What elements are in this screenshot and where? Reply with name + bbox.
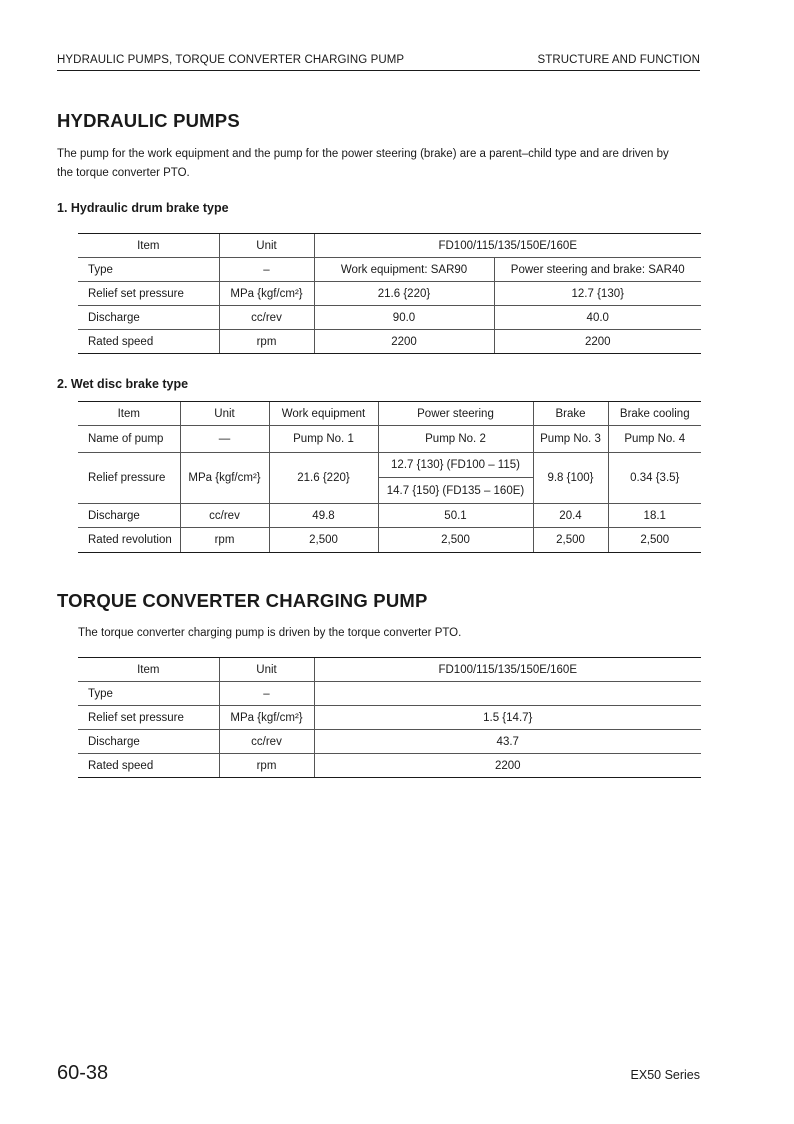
- cell-value: 2200: [494, 330, 701, 354]
- table1-heading: 1. Hydraulic drum brake type: [57, 201, 229, 215]
- table-row: [78, 682, 701, 706]
- cell-unit: cc/rev: [219, 730, 314, 754]
- cell-unit: MPa {kgf/cm²}: [219, 706, 314, 730]
- cell-value: [314, 682, 701, 706]
- header-brake: Brake: [533, 402, 608, 426]
- cell-value: 14.7 {150} (FD135 – 160E): [378, 478, 533, 504]
- cell-value: 2200: [314, 754, 701, 778]
- table-row: [78, 528, 701, 553]
- cell-unit: cc/rev: [180, 504, 269, 528]
- table-row: [78, 330, 701, 354]
- intro-line-2: the torque converter PTO.: [57, 167, 190, 179]
- cell-item: Discharge: [78, 306, 219, 330]
- cell-value: 20.4: [533, 504, 608, 528]
- header-work-equipment: Work equipment: [269, 402, 378, 426]
- table-row: [78, 258, 701, 282]
- header-unit: Unit: [219, 658, 314, 682]
- cell-value: 1.5 {14.7}: [314, 706, 701, 730]
- cell-item: Rated revolution: [78, 528, 180, 553]
- cell-value: 2,500: [269, 528, 378, 553]
- table-row: [78, 426, 701, 453]
- cell-unit: MPa {kgf/cm²}: [180, 453, 269, 504]
- cell-value: 2,500: [378, 528, 533, 553]
- cell-item: Relief set pressure: [78, 706, 219, 730]
- cell-value: 90.0: [314, 306, 494, 330]
- cell-value: Power steering and brake: SAR40: [494, 258, 701, 282]
- cell-value: 18.1: [608, 504, 701, 528]
- cell-item: Type: [78, 258, 219, 282]
- cell-unit: –: [219, 682, 314, 706]
- header-model: FD100/115/135/150E/160E: [314, 234, 701, 258]
- cell-unit: MPa {kgf/cm²}: [219, 282, 314, 306]
- section-title-charging-pump: TORQUE CONVERTER CHARGING PUMP: [57, 590, 428, 611]
- cell-value: 2200: [314, 330, 494, 354]
- table-row: [78, 504, 701, 528]
- cell-value: 9.8 {100}: [533, 453, 608, 504]
- cell-value: Work equipment: SAR90: [314, 258, 494, 282]
- wet-disc-brake-table: [78, 401, 701, 553]
- header-item: Item: [78, 402, 180, 426]
- page-header: [57, 53, 700, 71]
- cell-value: 0.34 {3.5}: [608, 453, 701, 504]
- cell-value: 50.1: [378, 504, 533, 528]
- section-title-hydraulic-pumps: HYDRAULIC PUMPS: [57, 110, 240, 131]
- table-row: [78, 234, 701, 258]
- table2-heading: 2. Wet disc brake type: [57, 377, 189, 391]
- header-item: Item: [78, 234, 219, 258]
- cell-value: Pump No. 1: [269, 426, 378, 453]
- cell-value: 21.6 {220}: [269, 453, 378, 504]
- table-row: [78, 658, 701, 682]
- table-row: [78, 282, 701, 306]
- table-row: [78, 706, 701, 730]
- intro-line-1: The pump for the work equipment and the pump for the power steering (brake) are a parent–child type and are driven by: [57, 148, 669, 160]
- cell-item: Rated speed: [78, 330, 219, 354]
- table-row: [78, 453, 701, 478]
- header-item: Item: [78, 658, 219, 682]
- section-intro-hydraulic-pumps: [57, 145, 707, 183]
- cell-unit: cc/rev: [219, 306, 314, 330]
- cell-value: 40.0: [494, 306, 701, 330]
- header-right: STRUCTURE AND FUNCTION: [537, 54, 700, 66]
- section-intro-charging-pump: The torque converter charging pump is driven by the torque converter PTO.: [78, 627, 462, 639]
- table-row: [78, 754, 701, 778]
- cell-value: 12.7 {130} (FD100 – 115): [378, 453, 533, 478]
- cell-item: Discharge: [78, 730, 219, 754]
- cell-value: Pump No. 3: [533, 426, 608, 453]
- cell-unit: rpm: [219, 754, 314, 778]
- cell-value: Pump No. 2: [378, 426, 533, 453]
- cell-unit: –: [219, 258, 314, 282]
- cell-value: 49.8: [269, 504, 378, 528]
- cell-item: Discharge: [78, 504, 180, 528]
- table-row: [78, 402, 701, 426]
- cell-item: Name of pump: [78, 426, 180, 453]
- cell-value: 12.7 {130}: [494, 282, 701, 306]
- cell-value: 43.7: [314, 730, 701, 754]
- header-left: HYDRAULIC PUMPS, TORQUE CONVERTER CHARGING PUMP: [57, 54, 405, 66]
- drum-brake-table: [78, 233, 701, 354]
- charging-pump-table: [78, 657, 701, 778]
- header-unit: Unit: [180, 402, 269, 426]
- header-power-steering: Power steering: [378, 402, 533, 426]
- cell-unit: rpm: [219, 330, 314, 354]
- cell-item: Type: [78, 682, 219, 706]
- cell-value: 2,500: [533, 528, 608, 553]
- cell-unit: rpm: [180, 528, 269, 553]
- table-row: [78, 306, 701, 330]
- series-label: EX50 Series: [630, 1068, 700, 1082]
- header-model: FD100/115/135/150E/160E: [314, 658, 701, 682]
- table-row: [78, 730, 701, 754]
- page-number: 60-38: [57, 1062, 109, 1084]
- cell-item: Relief set pressure: [78, 282, 219, 306]
- cell-value: Pump No. 4: [608, 426, 701, 453]
- cell-value: 2,500: [608, 528, 701, 553]
- header-brake-cooling: Brake cooling: [608, 402, 701, 426]
- header-unit: Unit: [219, 234, 314, 258]
- cell-item: Rated speed: [78, 754, 219, 778]
- cell-unit: —: [180, 426, 269, 453]
- cell-item: Relief pressure: [78, 453, 180, 504]
- cell-value: 21.6 {220}: [314, 282, 494, 306]
